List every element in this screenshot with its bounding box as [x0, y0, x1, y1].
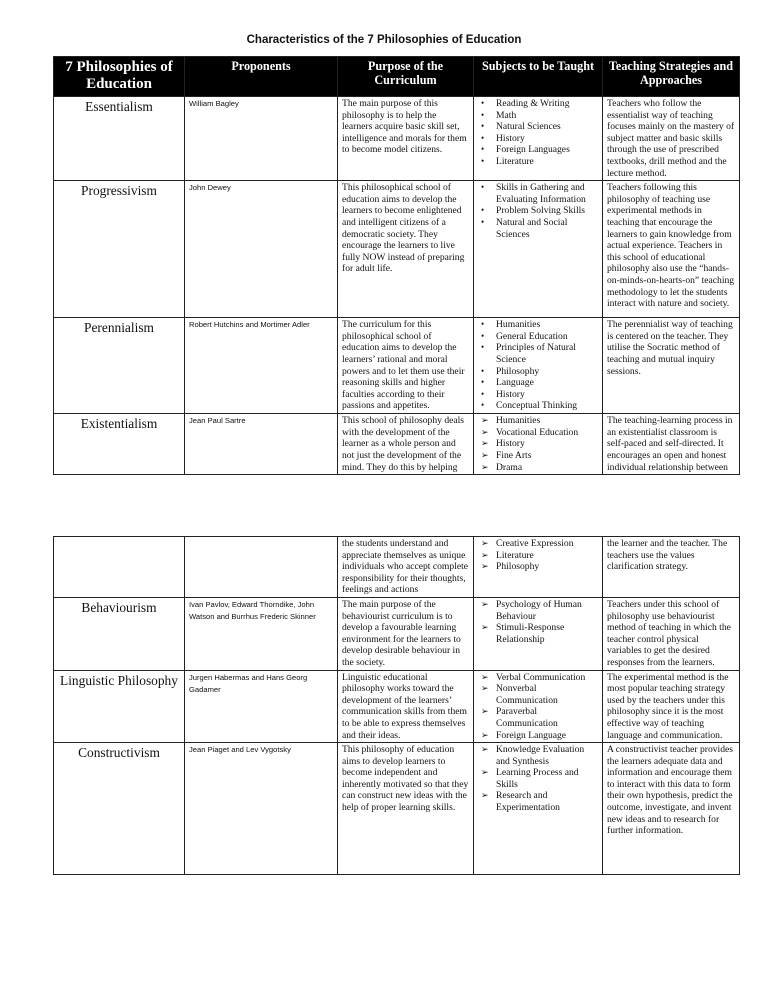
list-item [478, 389, 598, 401]
list-item [478, 121, 598, 133]
bullet-icon: • [481, 342, 485, 353]
proponents-cell: Jurgen Habermas and Hans Georg Gadamer [185, 670, 338, 743]
subjects-list [478, 319, 598, 412]
proponents-cell: Robert Hutchins and Mortimer Adler [185, 318, 338, 414]
document-title: Characteristics of the 7 Philosophies of Education [246, 34, 522, 46]
subject-text: Nonverbal Communication [496, 683, 558, 706]
philosophy-name: Constructivism [54, 743, 185, 875]
subjects-list [478, 98, 598, 168]
header-subjects: Subjects to be Taught [474, 57, 603, 97]
list-item [478, 319, 598, 331]
subject-text: Drama [496, 461, 523, 473]
subject-text: Philosophy [496, 365, 540, 377]
proponents-cell: Jean Piaget and Lev Vygotsky [185, 743, 338, 875]
subjects-cell [474, 597, 603, 670]
subjects-cell [474, 670, 603, 743]
arrow-bullet-icon: ➢ [481, 706, 489, 717]
subjects-list [478, 599, 598, 645]
subject-text: Foreign Languages [496, 144, 570, 156]
table-row [54, 97, 740, 181]
subject-text: Vocational Education [496, 426, 579, 438]
arrow-bullet-icon: ➢ [481, 744, 489, 755]
list-item [478, 706, 598, 729]
bullet-icon: • [481, 121, 485, 132]
subject-text: Literature [496, 549, 534, 561]
arrow-bullet-icon: ➢ [481, 449, 489, 460]
list-item [478, 622, 598, 645]
list-item [478, 744, 598, 767]
table-row [54, 743, 740, 875]
purpose-cell: The main purpose of the behaviourist curriculum is to develop a favourable learning environment for the learners to develop desirable behaviour in the society. [338, 597, 474, 670]
proponents-cell: William Bagley [185, 97, 338, 181]
philosophy-name: Perennialism [54, 318, 185, 414]
subjects-cell [474, 97, 603, 181]
subject-text: Psychology of Human Behaviour [496, 598, 582, 622]
philosophy-name: Linguistic Philosophy [54, 670, 185, 743]
table-row [54, 414, 740, 475]
arrow-bullet-icon: ➢ [481, 538, 489, 548]
bullet-icon: • [481, 216, 485, 227]
subject-text: Creative Expression [496, 538, 574, 549]
arrow-bullet-icon: ➢ [481, 415, 489, 426]
subjects-cell [474, 414, 603, 475]
subject-text: History [496, 132, 525, 144]
arrow-bullet-icon: ➢ [481, 767, 489, 778]
purpose-cell: The main purpose of this philosophy is to help the learners acquire basic skill set, intelligence and morals for them to become model citizens. [338, 97, 474, 181]
subjects-list [478, 672, 598, 742]
table-row [54, 597, 740, 670]
strategies-cell: Teachers following this philosophy of teaching use experimental methods in teaching that encourage the learners to gain knowledge from actual experience. Teachers in this school of educational philosophy also use the “hands-on-minds-on-hearts-on” teaching methodology to let the students interact with nature and society. [603, 181, 740, 318]
strategies-cell: the learner and the teacher. The teachers use the values clarification strategy. [603, 537, 740, 598]
arrow-bullet-icon: ➢ [481, 561, 489, 572]
subject-text: History [496, 388, 525, 400]
subject-text: Natural and Social Sciences [496, 216, 568, 240]
subject-text: Stimuli-Response Relationship [496, 622, 565, 645]
subject-text: Foreign Language [496, 729, 567, 741]
bullet-icon: • [481, 400, 485, 411]
list-item [478, 182, 598, 205]
subject-text: Humanities [496, 415, 541, 427]
list-item [478, 450, 598, 462]
subject-text: Math [496, 109, 517, 121]
list-item [478, 415, 598, 427]
arrow-bullet-icon: ➢ [481, 461, 489, 472]
subject-text: Literature [496, 155, 534, 167]
list-item [478, 790, 598, 813]
philosophy-name: Behaviourism [54, 597, 185, 670]
subject-text: Natural Sciences [496, 121, 561, 133]
list-item [478, 538, 598, 550]
bullet-icon: • [481, 132, 485, 143]
bullet-icon: • [481, 330, 485, 341]
subject-text: Philosophy [496, 561, 540, 573]
table-body [54, 537, 740, 875]
list-item [478, 550, 598, 562]
list-item [478, 730, 598, 742]
subject-text: Research and Experimentation [496, 790, 560, 814]
list-item [478, 400, 598, 412]
philosophy-name: Essentialism [54, 97, 185, 181]
arrow-bullet-icon: ➢ [481, 683, 489, 694]
list-item [478, 98, 598, 110]
arrow-bullet-icon: ➢ [481, 598, 489, 609]
strategies-cell: The perennialist way of teaching is centered on the teacher. They utilise the Socratic method of teaching and mutual inquiry sessions. [603, 318, 740, 414]
purpose-cell: Linguistic educational philosophy works toward the development of the learners’ communication skills from them to be able to express themselves and their ideas. [338, 670, 474, 743]
table-row [54, 670, 740, 743]
subject-text: Fine Arts [496, 449, 532, 461]
list-item [478, 767, 598, 790]
subject-text: Verbal Communication [496, 671, 586, 683]
philosophy-name: Existentialism [54, 414, 185, 475]
list-item [478, 377, 598, 389]
strategies-cell: A constructivist teacher provides the learners adequate data and information and encourage them to interact with this data to form their own hypothesis, predict the outcome, investigate, and invent new ideas and to research for further information. [603, 743, 740, 875]
strategies-cell: The teaching-learning process in an existentialist classroom is self-paced and self-directed. It encourages an open and honest individual relationship between [603, 414, 740, 475]
table-row [54, 537, 740, 598]
proponents-cell: Ivan Pavlov, Edward Thorndike, John Watson and Burrhus Frederic Skinner [185, 597, 338, 670]
subjects-cell [474, 537, 603, 598]
table-row [54, 181, 740, 318]
subject-text: Principles of Natural Science [496, 342, 576, 365]
list-item [478, 462, 598, 474]
table-row [54, 318, 740, 414]
subjects-list [478, 744, 598, 814]
header-row [54, 57, 740, 97]
header-purpose: Purpose of the Curriculum [338, 57, 474, 97]
purpose-cell: This school of philosophy deals with the development of the learner as a whole person and not just the development of the mind. They do this by helping [338, 414, 474, 475]
bullet-icon: • [481, 388, 485, 399]
arrow-bullet-icon: ➢ [481, 622, 489, 633]
arrow-bullet-icon: ➢ [481, 671, 489, 682]
arrow-bullet-icon: ➢ [481, 438, 489, 449]
subject-text: General Education [496, 330, 568, 342]
list-item [478, 144, 598, 156]
philosophies-table-page-2 [53, 536, 740, 875]
proponents-cell: John Dewey [185, 181, 338, 318]
list-item [478, 672, 598, 684]
subjects-list [478, 415, 598, 473]
subject-text: Learning Process and Skills [496, 767, 579, 790]
list-item [478, 205, 598, 217]
list-item [478, 217, 598, 240]
subject-text: Knowledge Evaluation and Synthesis [496, 744, 585, 767]
arrow-bullet-icon: ➢ [481, 729, 489, 740]
list-item [478, 438, 598, 450]
arrow-bullet-icon: ➢ [481, 790, 489, 801]
purpose-cell: The curriculum for this philosophical school of education aims to develop the learners’ rational and moral powers and to let them use their reasoning skills and higher faculties according to their passions and appetites. [338, 318, 474, 414]
header-proponents: Proponents [185, 57, 338, 97]
purpose-cell: This philosophical school of education aims to develop the learners to become enlightened and intelligent citizens of a democratic society. They encourage the learners to live fully NOW instead of preparing for adult life. [338, 181, 474, 318]
purpose-cell: the students understand and appreciate themselves as unique individuals who accept complete responsibility for their thoughts, feelings and actions [338, 537, 474, 598]
subject-text: Conceptual Thinking [496, 400, 578, 412]
subject-text: Humanities [496, 319, 541, 331]
arrow-bullet-icon: ➢ [481, 549, 489, 560]
subject-text: Skills in Gathering and Evaluating Information [496, 182, 586, 205]
list-item [478, 331, 598, 343]
subjects-list [478, 538, 598, 573]
list-item [478, 427, 598, 439]
list-item [478, 342, 598, 365]
subjects-cell [474, 743, 603, 875]
subject-text: History [496, 438, 525, 450]
list-item [478, 110, 598, 122]
header-philosophy: 7 Philosophies of Education [54, 57, 185, 97]
proponents-cell [185, 537, 338, 598]
list-item [478, 366, 598, 378]
bullet-icon: • [481, 319, 485, 330]
philosophy-name [54, 537, 185, 598]
bullet-icon: • [481, 377, 485, 388]
bullet-icon: • [481, 182, 485, 193]
list-item [478, 561, 598, 573]
bullet-icon: • [481, 109, 485, 120]
philosophy-name: Progressivism [54, 181, 185, 318]
bullet-icon: • [481, 144, 485, 155]
list-item [478, 683, 598, 706]
bullet-icon: • [481, 98, 485, 108]
header-strategies: Teaching Strategies and Approaches [603, 57, 740, 97]
subject-text: Reading & Writing [496, 98, 570, 109]
subjects-cell [474, 318, 603, 414]
table-body [54, 97, 740, 475]
strategies-cell: Teachers under this school of philosophy use behaviourist method of teaching in which the teacher control physical variables to get the desired responses from the learners. [603, 597, 740, 670]
strategies-cell: The experimental method is the most popular teaching strategy used by the teachers under this philosophy since it is the most effective way of teaching language and communication. [603, 670, 740, 743]
arrow-bullet-icon: ➢ [481, 426, 489, 437]
subject-text: Language [496, 377, 534, 389]
list-item [478, 156, 598, 168]
subjects-cell [474, 181, 603, 318]
philosophies-table-page-1 [53, 56, 740, 475]
bullet-icon: • [481, 365, 485, 376]
bullet-icon: • [481, 205, 485, 216]
purpose-cell: This philosophy of education aims to develop learners to become independent and inherently motivated so that they can construct new ideas with the help of proper learning skills. [338, 743, 474, 875]
list-item [478, 599, 598, 622]
subject-text: Problem Solving Skills [496, 205, 586, 217]
bullet-icon: • [481, 155, 485, 166]
proponents-cell: Jean Paul Sartre [185, 414, 338, 475]
subjects-list [478, 182, 598, 240]
strategies-cell: Teachers who follow the essentialist way of teaching focuses mainly on the mastery of subject matter and basic skills through the use of prescribed textbooks, drill method and the lecture method. [603, 97, 740, 181]
subject-text: Paraverbal Communication [496, 706, 558, 729]
list-item [478, 133, 598, 145]
